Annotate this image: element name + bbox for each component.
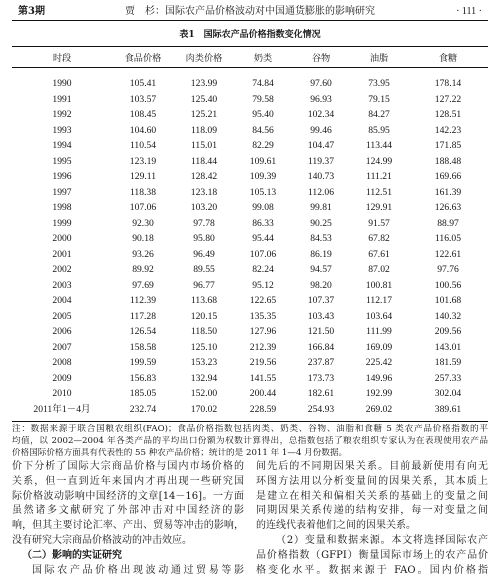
value-cell: 109.39 <box>249 171 277 182</box>
value-cell: 132.94 <box>190 372 218 384</box>
value-cell: 228.59 <box>249 403 277 415</box>
value-cell: 153.23 <box>190 357 218 368</box>
value-cell: 200.44 <box>249 388 277 399</box>
table-row <box>12 185 488 201</box>
period-cell: 1991 <box>52 93 72 105</box>
column-header: 奶类 <box>234 47 292 68</box>
value-cell: 219.56 <box>249 357 277 368</box>
value-cell: 109.61 <box>249 155 277 167</box>
value-cell: 97.60 <box>310 78 332 89</box>
value-cell: 118.50 <box>190 326 218 337</box>
value-cell: 199.59 <box>129 357 157 368</box>
value-cell: 103.20 <box>190 202 218 213</box>
value-cell: 192.99 <box>365 388 393 399</box>
value-cell: 90.25 <box>310 217 332 229</box>
running-title: 贾 杉：国际农产品价格波动对中国通货膨胀的影响研究 <box>125 6 375 17</box>
value-cell: 118.44 <box>190 155 218 167</box>
value-cell: 103.43 <box>307 310 335 322</box>
value-cell: 74.84 <box>252 78 274 89</box>
value-cell: 152.00 <box>190 388 218 399</box>
value-cell: 140.32 <box>434 310 462 322</box>
value-cell: 121.50 <box>307 326 335 337</box>
value-cell: 129.91 <box>365 202 393 213</box>
value-cell: 232.74 <box>129 403 157 415</box>
value-cell: 135.35 <box>249 310 277 322</box>
value-cell: 129.11 <box>129 171 157 182</box>
period-cell: 1994 <box>52 140 72 151</box>
value-cell: 122.65 <box>249 295 277 306</box>
value-cell: 96.77 <box>193 279 215 291</box>
value-cell: 92.30 <box>132 217 154 229</box>
value-cell: 149.96 <box>365 372 393 384</box>
value-cell: 169.66 <box>434 171 462 182</box>
value-cell: 82.24 <box>252 264 274 275</box>
value-cell: 127.96 <box>249 326 277 337</box>
period-cell: 1992 <box>52 109 72 120</box>
text-line: 价格国际价格方面具有代表性的 55 种农产品价格；统计的是 2011 年 1—4 月份数据。 <box>12 447 348 458</box>
value-cell: 111.99 <box>366 326 392 337</box>
value-cell: 86.19 <box>310 248 332 260</box>
value-cell: 166.84 <box>307 341 335 353</box>
value-cell: 115.01 <box>190 140 218 151</box>
paragraph <box>12 460 244 549</box>
value-cell: 125.40 <box>190 93 218 105</box>
value-cell: 156.83 <box>129 372 157 384</box>
value-cell: 97.69 <box>132 279 154 291</box>
value-cell: 87.02 <box>368 264 390 275</box>
value-cell: 269.02 <box>365 403 393 415</box>
column-header: 时段 <box>12 47 112 68</box>
table-row <box>12 247 488 263</box>
period-cell: 1998 <box>52 202 72 213</box>
value-cell: 107.37 <box>307 295 335 306</box>
value-cell: 100.81 <box>365 279 393 291</box>
value-cell: 188.48 <box>434 155 462 167</box>
period-cell: 2010 <box>52 388 72 399</box>
value-cell: 110.54 <box>129 140 157 151</box>
value-cell: 93.26 <box>132 248 154 260</box>
value-cell: 112.06 <box>307 186 335 198</box>
value-cell: 99.08 <box>252 202 274 213</box>
value-cell: 225.42 <box>365 357 393 368</box>
text-line: 没有研究大宗商品价格波动的冲击效应。 <box>12 534 192 546</box>
value-cell: 73.95 <box>368 78 390 89</box>
text-line: 的连线代表着他们之间的因果关系。 <box>256 520 416 532</box>
value-cell: 212.39 <box>249 341 277 353</box>
text-line: 关系，但一直到近年来国内才再出现一些研究国 <box>12 475 244 487</box>
table-row <box>12 123 488 139</box>
right-column <box>256 460 488 578</box>
value-cell: 86.33 <box>252 217 274 229</box>
table-row <box>12 200 488 216</box>
value-cell: 67.61 <box>368 248 390 260</box>
value-cell: 389.61 <box>434 403 462 415</box>
value-cell: 237.87 <box>307 357 335 368</box>
table-row <box>12 402 488 422</box>
value-cell: 142.23 <box>434 124 462 136</box>
table-row <box>12 371 488 387</box>
text-line: 格变化水平。数据来源于 FAO。国内价格指 <box>256 564 488 576</box>
column-header: 谷物 <box>292 47 350 68</box>
value-cell: 124.99 <box>365 155 393 167</box>
value-cell: 185.05 <box>129 388 157 399</box>
value-cell: 140.73 <box>307 171 335 182</box>
value-cell: 143.01 <box>434 341 462 353</box>
column-header: 肉类价格 <box>174 47 234 68</box>
value-cell: 112.17 <box>365 295 393 306</box>
period-cell: 2002 <box>52 264 72 275</box>
value-cell: 123.19 <box>129 155 157 167</box>
value-cell: 97.78 <box>193 217 215 229</box>
value-cell: 107.06 <box>249 248 277 260</box>
text-line: （2）变量和数据来源。本文将选择国际农产 <box>276 534 488 546</box>
table-row <box>12 231 488 247</box>
value-cell: 158.58 <box>129 341 157 353</box>
text-line: 间先后的不同期因果关系。目前最新使用有向无 <box>256 461 488 472</box>
value-cell: 67.82 <box>368 233 390 244</box>
period-cell: 2000 <box>52 233 72 244</box>
value-cell: 99.46 <box>310 124 332 136</box>
table-row <box>12 169 488 185</box>
table-row <box>12 107 488 123</box>
value-cell: 257.33 <box>434 372 462 384</box>
table-row <box>12 309 488 325</box>
period-cell: 2011年1－4月 <box>33 403 91 415</box>
left-column <box>12 460 244 578</box>
value-cell: 302.04 <box>434 388 462 399</box>
value-cell: 91.57 <box>368 217 390 229</box>
value-cell: 103.57 <box>129 93 157 105</box>
page-header <box>12 4 488 21</box>
section-heading: （二）影响的实证研究 <box>22 549 122 561</box>
table-row <box>12 92 488 108</box>
value-cell: 108.45 <box>129 109 157 120</box>
value-cell: 123.99 <box>190 78 218 89</box>
text-line: 均值，以 2002—2004 年各类产品的平均出口份额为权数计算得出，总指数包括了粮农组织专家认为在表现使用农产品 <box>12 435 488 446</box>
value-cell: 96.93 <box>310 93 332 105</box>
value-cell: 95.12 <box>252 279 274 291</box>
value-cell: 98.20 <box>310 279 332 291</box>
text-line: 际价格波动影响中国经济的文章[14－16]。一方面 <box>12 490 244 502</box>
value-cell: 79.58 <box>252 93 274 105</box>
value-cell: 181.59 <box>434 357 462 368</box>
paragraph <box>12 564 244 579</box>
value-cell: 127.22 <box>434 93 462 105</box>
period-cell: 2005 <box>52 310 72 322</box>
value-cell: 111.21 <box>366 171 392 182</box>
table-caption: 表1 国际农产品价格指数变化情况 <box>179 30 321 40</box>
table-note <box>12 424 488 459</box>
value-cell: 126.63 <box>434 202 462 213</box>
text-line: 环图方法用以分析变量间的因果关系，其本质上 <box>256 475 488 487</box>
value-cell: 171.85 <box>434 140 462 151</box>
text-line: 虽然诸多文献研究了外部冲击对中国经济的影 <box>12 505 244 517</box>
value-cell: 169.09 <box>365 341 393 353</box>
value-cell: 209.56 <box>434 326 462 337</box>
table-row <box>12 293 488 309</box>
text-line: 注：数据来源于联合国粮农组织(FAO)；食品价格指数包括肉类、奶类、谷物、油脂和食糖 5 类农产品价格指数的平 <box>12 424 488 434</box>
table-row <box>12 216 488 232</box>
text-line: 是建立在相关和偏相关关系的基础上的变量之间 <box>256 490 488 502</box>
column-header: 油脂 <box>350 47 408 68</box>
value-cell: 105.13 <box>249 186 277 198</box>
value-cell: 116.05 <box>434 233 462 244</box>
value-cell: 85.95 <box>368 124 390 136</box>
value-cell: 100.56 <box>434 279 462 291</box>
period-cell: 1990 <box>52 78 72 89</box>
text-line: 国际农产品价格出现波动通过贸易等影 <box>32 564 244 576</box>
value-cell: 112.39 <box>129 295 157 306</box>
column-header: 食品价格 <box>112 47 174 68</box>
table-header-row <box>12 47 488 68</box>
period-cell: 1993 <box>52 124 72 136</box>
value-cell: 141.55 <box>249 372 277 384</box>
value-cell: 178.14 <box>434 78 462 89</box>
value-cell: 99.81 <box>310 202 332 213</box>
table-row <box>12 262 488 278</box>
value-cell: 95.44 <box>252 233 274 244</box>
table-body <box>12 68 488 422</box>
value-cell: 254.93 <box>307 403 335 415</box>
page-number: · 111 · <box>456 6 482 17</box>
value-cell: 103.64 <box>365 310 393 322</box>
value-cell: 128.51 <box>434 109 462 120</box>
text-line: 品价格指数（GFPI）衡量国际市场上的农产品价 <box>256 549 488 561</box>
value-cell: 126.54 <box>129 326 157 337</box>
value-cell: 112.51 <box>365 186 393 198</box>
value-cell: 84.53 <box>310 233 332 244</box>
period-cell: 2009 <box>52 372 72 384</box>
table-row <box>12 68 488 92</box>
value-cell: 95.40 <box>252 109 274 120</box>
column-header: 食糖 <box>408 47 488 68</box>
table-row <box>12 278 488 294</box>
value-cell: 105.41 <box>129 78 157 89</box>
value-cell: 161.39 <box>434 186 462 198</box>
text-line: 价下分析了国际大宗商品价格与国内市场价格的 <box>12 461 244 472</box>
text-line: 同期因果关系传递的结构安排，每一对变量之间 <box>256 505 488 517</box>
value-cell: 113.44 <box>365 140 393 151</box>
value-cell: 125.21 <box>190 109 218 120</box>
period-cell: 2001 <box>52 248 72 260</box>
value-cell: 123.18 <box>190 186 218 198</box>
issue-number: 第3期 <box>18 6 45 17</box>
value-cell: 118.38 <box>129 186 157 198</box>
value-cell: 122.61 <box>434 248 462 260</box>
value-cell: 107.06 <box>129 202 157 213</box>
value-cell: 128.42 <box>190 171 218 182</box>
table-row <box>12 138 488 154</box>
period-cell: 1997 <box>52 186 72 198</box>
value-cell: 89.92 <box>132 264 154 275</box>
value-cell: 90.18 <box>132 233 154 244</box>
value-cell: 125.10 <box>190 341 218 353</box>
value-cell: 104.47 <box>307 140 335 151</box>
value-cell: 120.15 <box>190 310 218 322</box>
table-row <box>12 386 488 402</box>
value-cell: 97.76 <box>437 264 459 275</box>
value-cell: 119.37 <box>307 155 335 167</box>
period-cell: 1999 <box>52 217 72 229</box>
paragraph <box>256 534 488 578</box>
value-cell: 102.34 <box>307 109 335 120</box>
value-cell: 113.68 <box>190 295 218 306</box>
period-cell: 1996 <box>52 171 72 182</box>
value-cell: 88.97 <box>437 217 459 229</box>
value-cell: 173.73 <box>307 372 335 384</box>
period-cell: 2007 <box>52 341 72 353</box>
table-row <box>12 340 488 356</box>
value-cell: 82.29 <box>252 140 274 151</box>
value-cell: 84.27 <box>368 109 390 120</box>
price-index-table <box>12 46 488 422</box>
value-cell: 95.80 <box>193 233 215 244</box>
period-cell: 2008 <box>52 357 72 368</box>
text-line: 响，但其主要讨论汇率、产出、贸易等冲击的影响， <box>12 520 244 532</box>
table-row <box>12 324 488 340</box>
value-cell: 182.61 <box>307 388 335 399</box>
value-cell: 79.15 <box>368 93 390 105</box>
period-cell: 2003 <box>52 279 72 291</box>
period-cell: 2004 <box>52 295 72 306</box>
value-cell: 94.57 <box>310 264 332 275</box>
value-cell: 170.02 <box>190 403 218 415</box>
table-row <box>12 355 488 371</box>
value-cell: 96.49 <box>193 248 215 260</box>
value-cell: 84.56 <box>252 124 274 136</box>
value-cell: 118.09 <box>190 124 218 136</box>
table-row <box>12 154 488 170</box>
period-cell: 1995 <box>52 155 72 167</box>
period-cell: 2006 <box>52 326 72 337</box>
value-cell: 101.68 <box>434 295 462 306</box>
value-cell: 117.28 <box>129 310 157 322</box>
value-cell: 89.55 <box>193 264 215 275</box>
value-cell: 104.60 <box>129 124 157 136</box>
paragraph <box>256 460 488 534</box>
